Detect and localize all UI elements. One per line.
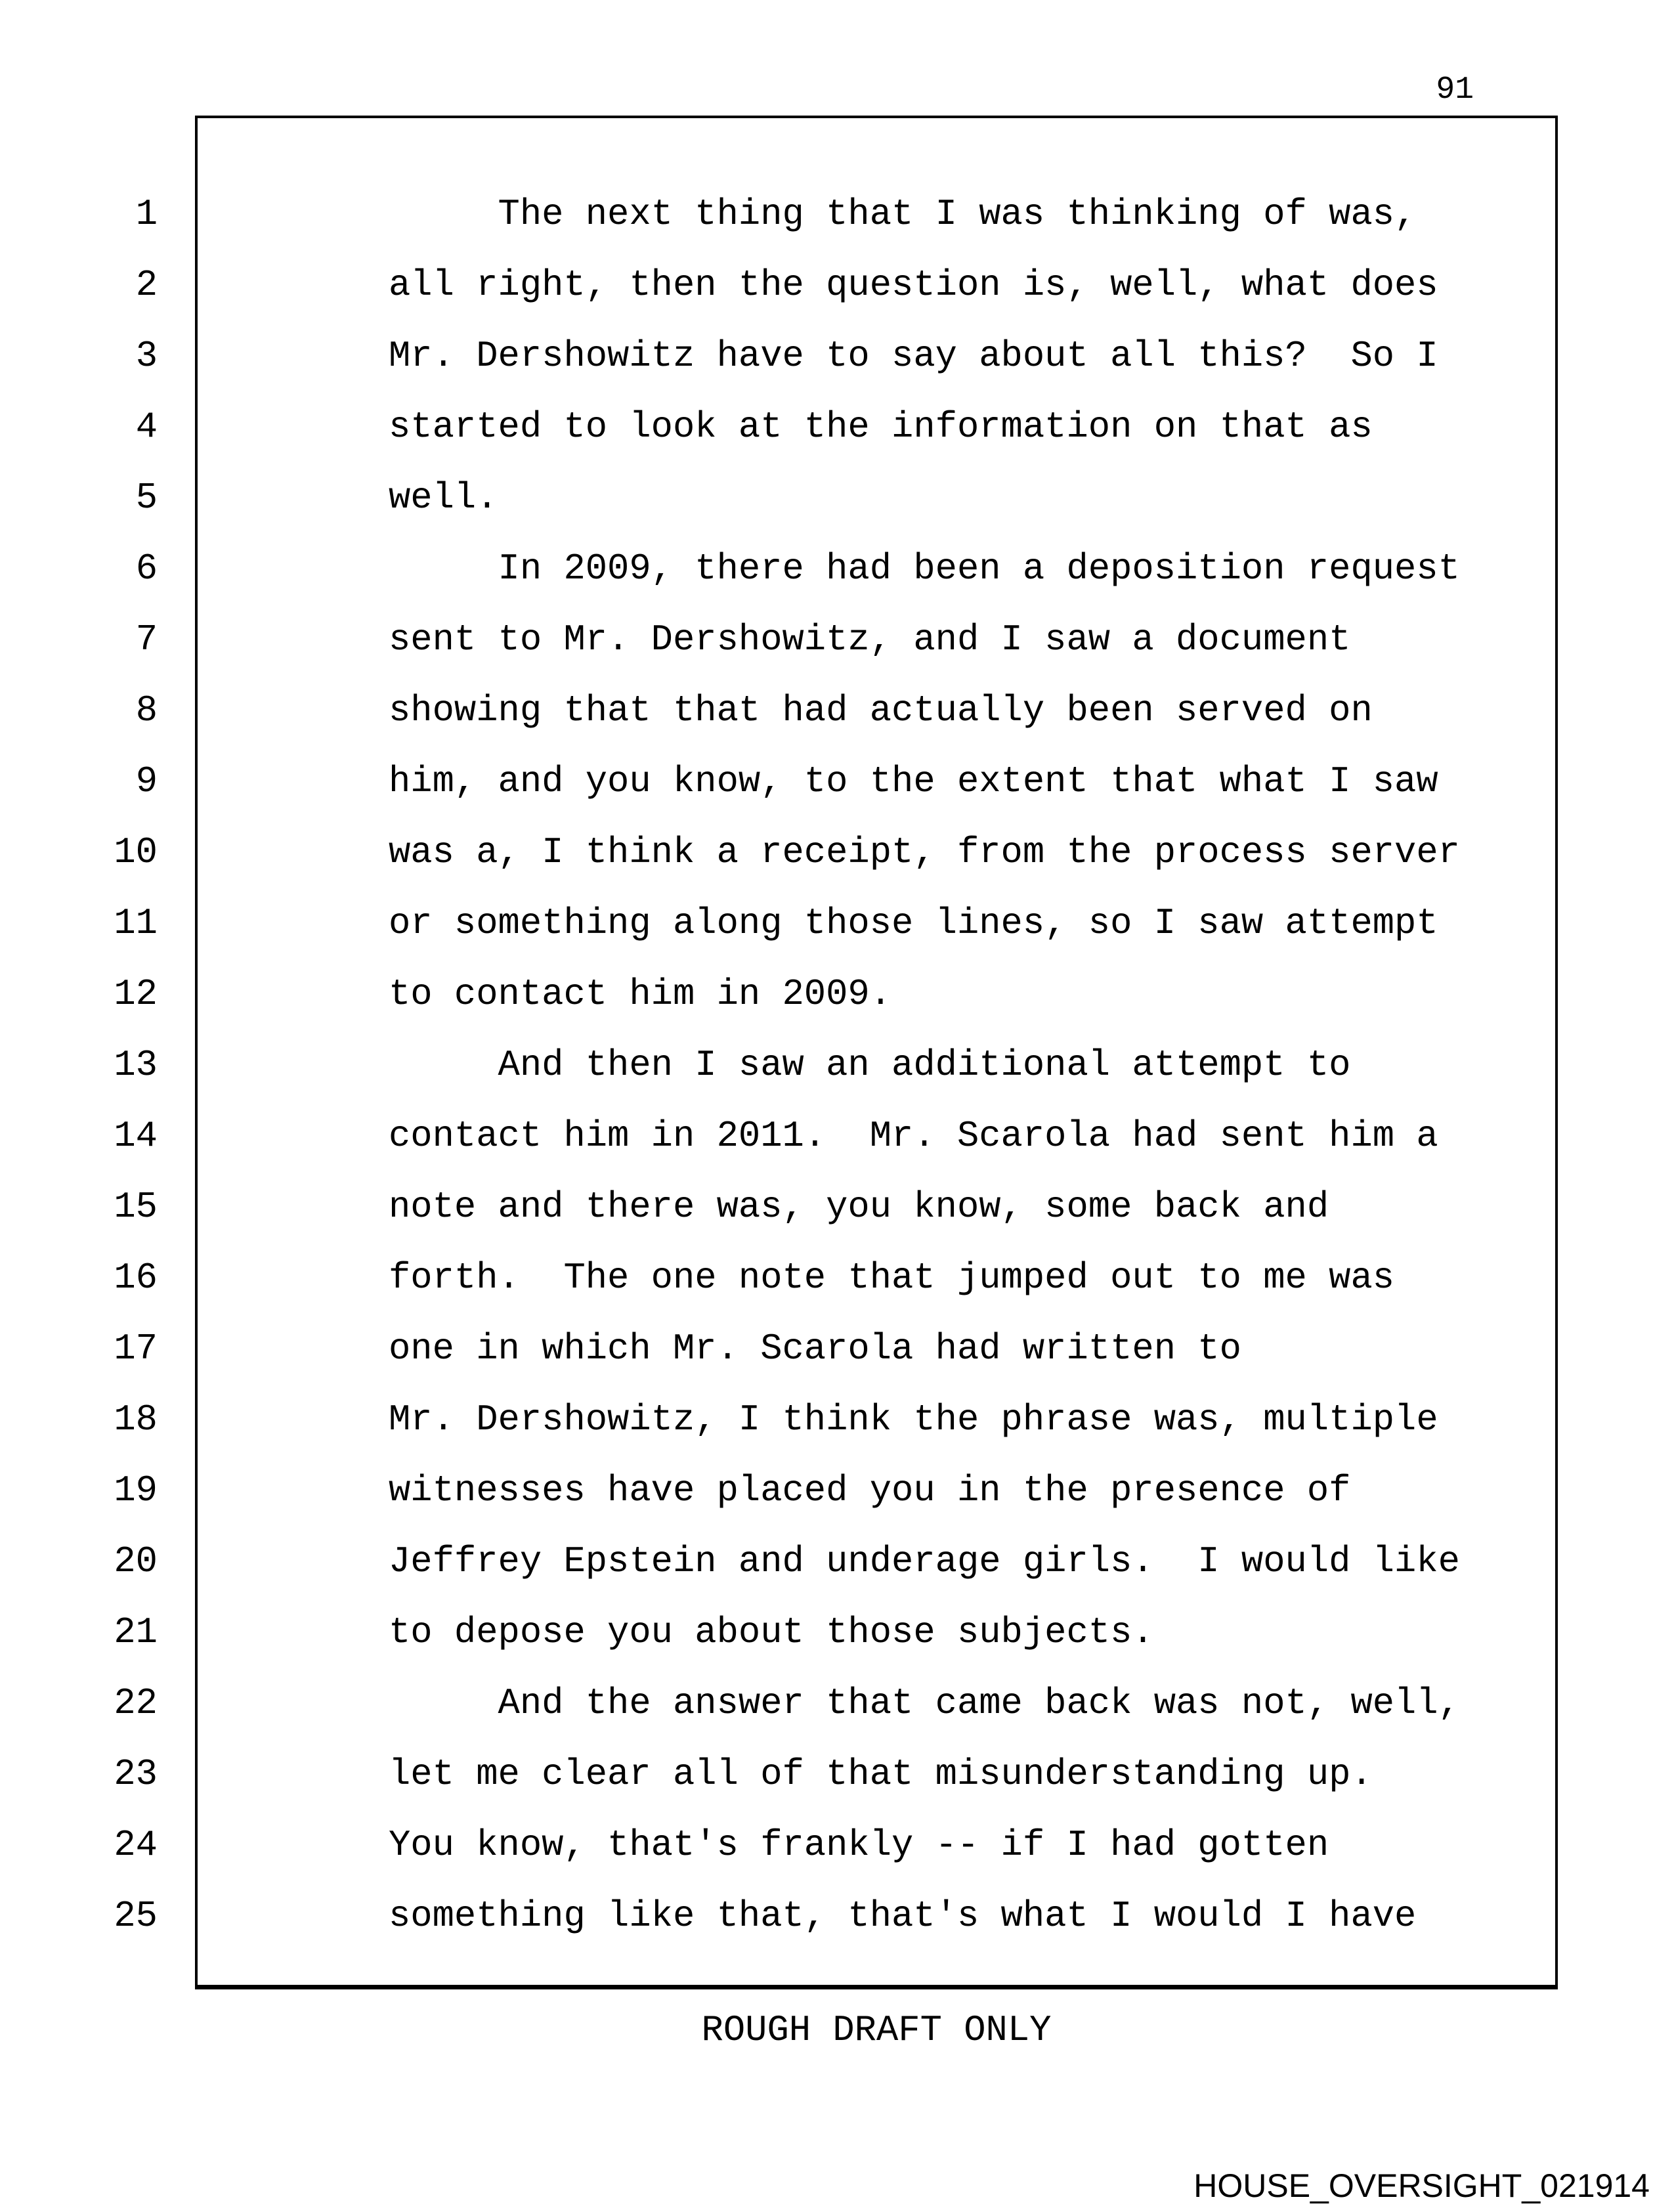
line-text: well. [389,477,498,519]
line-number: 8 [135,690,158,731]
transcript-line [0,1172,1674,1243]
line-number: 25 [114,1896,158,1937]
line-text: You know, that's frankly -- if I had gotten [389,1825,1329,1866]
transcript-line [0,1101,1674,1172]
line-number: 18 [114,1399,158,1441]
line-number: 10 [114,832,158,873]
line-text: him, and you know, to the extent that what I saw [389,761,1438,802]
line-text: The next thing that I was thinking of was, [389,194,1417,235]
transcript-line [0,605,1674,676]
line-number: 24 [114,1825,158,1866]
line-number: 7 [135,619,158,661]
transcript-line [0,959,1674,1030]
line-text: one in which Mr. Scarola had written to [389,1328,1241,1370]
line-text: something like that, that's what I would I have [389,1896,1417,1937]
transcript-line [0,534,1674,605]
transcript-line [0,1527,1674,1597]
line-text: to depose you about those subjects. [389,1612,1154,1653]
line-text: let me clear all of that misunderstanding up. [389,1754,1373,1795]
transcript-line [0,179,1674,250]
transcript-line [0,1385,1674,1456]
line-text: witnesses have placed you in the presence of [389,1470,1351,1511]
line-number: 9 [135,761,158,802]
transcript-line [0,1668,1674,1739]
line-text: contact him in 2011. Mr. Scarola had sent him a [389,1116,1438,1157]
line-number: 19 [114,1470,158,1511]
transcript-line [0,817,1674,888]
line-number: 1 [135,194,158,235]
line-number: 3 [135,336,158,377]
transcript-line [0,747,1674,817]
line-number: 4 [135,406,158,448]
transcript-line [0,392,1674,463]
transcript-line [0,676,1674,747]
line-number: 20 [114,1541,158,1582]
line-number: 23 [114,1754,158,1795]
line-text: note and there was, you know, some back and [389,1186,1329,1228]
transcript-line [0,1456,1674,1527]
line-text: Mr. Dershowitz, I think the phrase was, multiple [389,1399,1438,1441]
transcript-line [0,1597,1674,1668]
line-number: 12 [114,974,158,1015]
bates-stamp: HOUSE_OVERSIGHT_021914 [1193,2167,1650,2204]
line-number: 16 [114,1257,158,1299]
line-text: And then I saw an additional attempt to [389,1045,1351,1086]
transcript-line [0,463,1674,534]
transcript-line [0,1739,1674,1810]
transcript-line [0,1314,1674,1385]
line-number: 17 [114,1328,158,1370]
line-text: In 2009, there had been a deposition request [389,548,1460,590]
transcript-line [0,888,1674,959]
transcript-line [0,250,1674,321]
line-number: 14 [114,1116,158,1157]
line-text: started to look at the information on that as [389,406,1373,448]
transcript-line [0,321,1674,392]
line-number: 5 [135,477,158,519]
line-number: 21 [114,1612,158,1653]
transcript-rows [0,179,1674,1952]
transcript-line [0,1030,1674,1101]
line-text: or something along those lines, so I saw attempt [389,903,1438,944]
line-text: was a, I think a receipt, from the process server [389,832,1460,873]
line-number: 13 [114,1045,158,1086]
transcript-line [0,1243,1674,1314]
line-text: sent to Mr. Dershowitz, and I saw a document [389,619,1351,661]
line-number: 11 [114,903,158,944]
line-text: Jeffrey Epstein and underage girls. I would like [389,1541,1460,1582]
line-text: showing that that had actually been served on [389,690,1373,731]
line-number: 22 [114,1683,158,1724]
line-number: 6 [135,548,158,590]
line-number: 2 [135,265,158,306]
line-text: And the answer that came back was not, well, [389,1683,1460,1724]
rough-draft-watermark: ROUGH DRAFT ONLY [701,2010,1052,2051]
transcript-line [0,1810,1674,1881]
line-text: to contact him in 2009. [389,974,892,1015]
line-number: 15 [114,1186,158,1228]
page-number: 91 [1436,72,1474,108]
line-text: all right, then the question is, well, what does [389,265,1438,306]
transcript-line [0,1881,1674,1952]
line-text: forth. The one note that jumped out to me was [389,1257,1395,1299]
line-text: Mr. Dershowitz have to say about all this? So I [389,336,1438,377]
